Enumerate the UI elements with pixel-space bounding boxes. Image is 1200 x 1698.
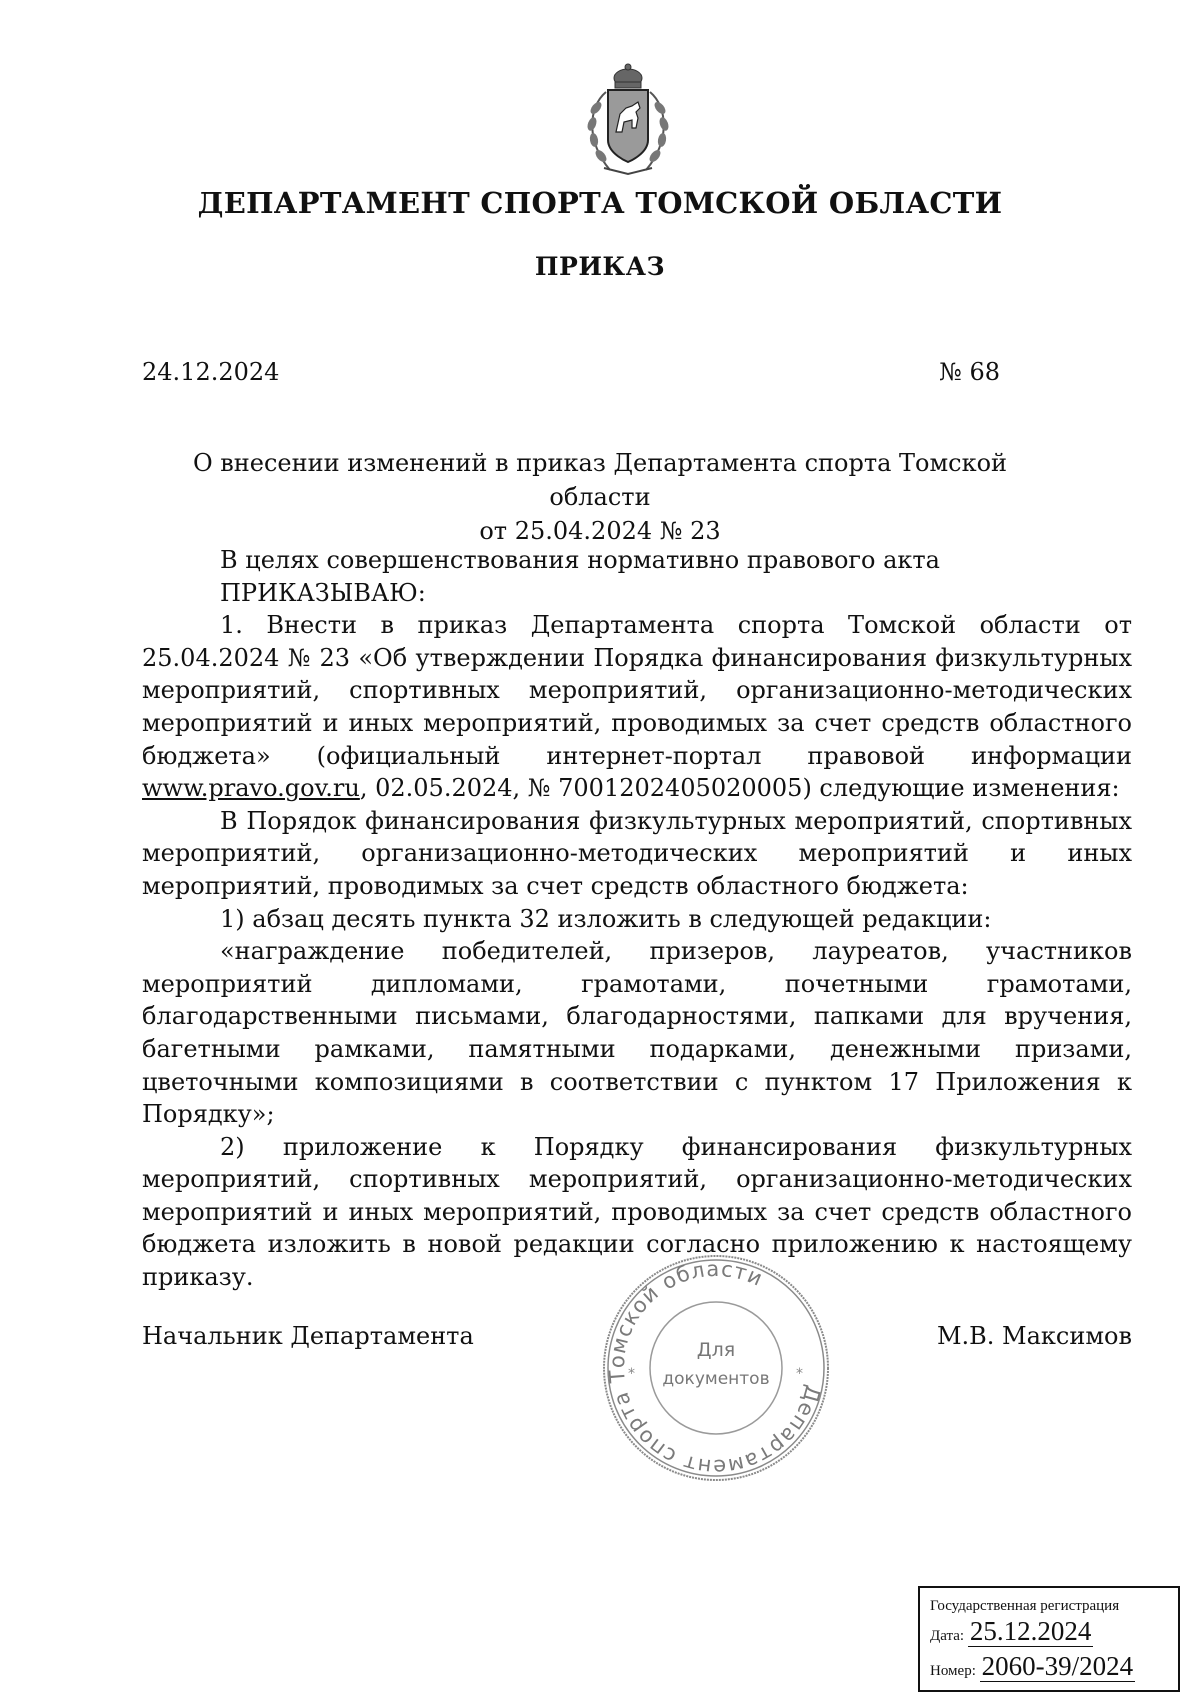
order-number: № 68 [939, 358, 1000, 386]
preamble-paragraph: В целях совершенствования нормативно правового акта [220, 546, 940, 574]
document-type-title: ПРИКАЗ [534, 252, 666, 281]
signer-name: М.В. Максимов [936, 1322, 1132, 1350]
department-stamp [600, 1252, 832, 1484]
coat-of-arms-icon [566, 62, 690, 182]
order-date: 24.12.2024 [142, 358, 280, 386]
item-1-paragraph [142, 609, 1132, 805]
quoted-text-paragraph: «награждение победителей, призеров, лауреатов, участников мероприятий дипломами, грамотами, почетными грамотами, благодарственными письмами, благодарностями, папками для вручения, багетными рамками, памятными подарками, денежными призами, цветочными композициями в соответствии с пунктом 17 Приложения к Порядку»; [142, 937, 1132, 1129]
order-body [142, 544, 1132, 1294]
registration-date-label: Дата: [930, 1628, 965, 1644]
item-1-text-end: , 02.05.2024, № 7001202405020005) следующие изменения: [359, 774, 1120, 803]
registration-number-label: Номер: [930, 1663, 976, 1679]
item-1-text-start: 1. Внести в приказ Департамента спорта Томской области от 25.04.2024 № 23 «Об утверждении Порядка финансирования физкультурных мероприятий, спортивных мероприятий, организационно-методических мероприятий и иных мероприятий, проводимых за счет средств областного бюджета» (официальный интернет-портал правовой информации [142, 611, 1132, 770]
order-keyword: ПРИКАЗЫВАЮ: [220, 578, 426, 607]
subitem-2-paragraph: 2) приложение к Порядку финансирования физкультурных мероприятий, спортивных мероприятий, организационно-методических мероприятий и иных мероприятий, проводимых за счет средств областного бюджета изложить в новой редакции согласно приложению к настоящему приказу. [142, 1132, 1132, 1292]
stamp-star-right: * [796, 1366, 803, 1382]
registration-box [918, 1586, 1180, 1692]
department-title: ДЕПАРТАМЕНТ СПОРТА ТОМСКОЙ ОБЛАСТИ [197, 186, 1003, 220]
registration-number-value: 2060-39/2024 [981, 1651, 1134, 1681]
svg-text:Департамент спорта Томской обл [605, 1257, 826, 1479]
subitem-1-paragraph: 1) абзац десять пункта 32 изложить в следующей редакции: [220, 904, 992, 933]
stamp-star-left: * [628, 1366, 635, 1382]
registration-number-row [930, 1651, 1168, 1686]
stamp-inner-line-2: документов [662, 1369, 770, 1389]
stamp-inner-line-1: Для [696, 1339, 736, 1361]
procedure-paragraph: В Порядок финансирования физкультурных мероприятий, спортивных мероприятий, организационно-методических мероприятий и иных мероприятий, проводимых за счет средств областного бюджета: [142, 806, 1132, 900]
registration-title: Государственная регистрация [930, 1598, 1120, 1614]
registration-date-row [930, 1616, 1168, 1651]
stamp-outer-text: Департамент спорта Томской области [604, 1256, 826, 1480]
signer-position: Начальник Департамента [142, 1322, 474, 1350]
subject-line-2: от 25.04.2024 № 23 [479, 517, 721, 545]
subject-line-1: О внесении изменений в приказ Департамента спорта Томской области [192, 449, 1008, 511]
registration-date-value: 25.12.2024 [969, 1616, 1092, 1646]
pravo-link[interactable]: www.pravo.gov.ru [142, 774, 360, 803]
order-subject [142, 446, 1058, 548]
